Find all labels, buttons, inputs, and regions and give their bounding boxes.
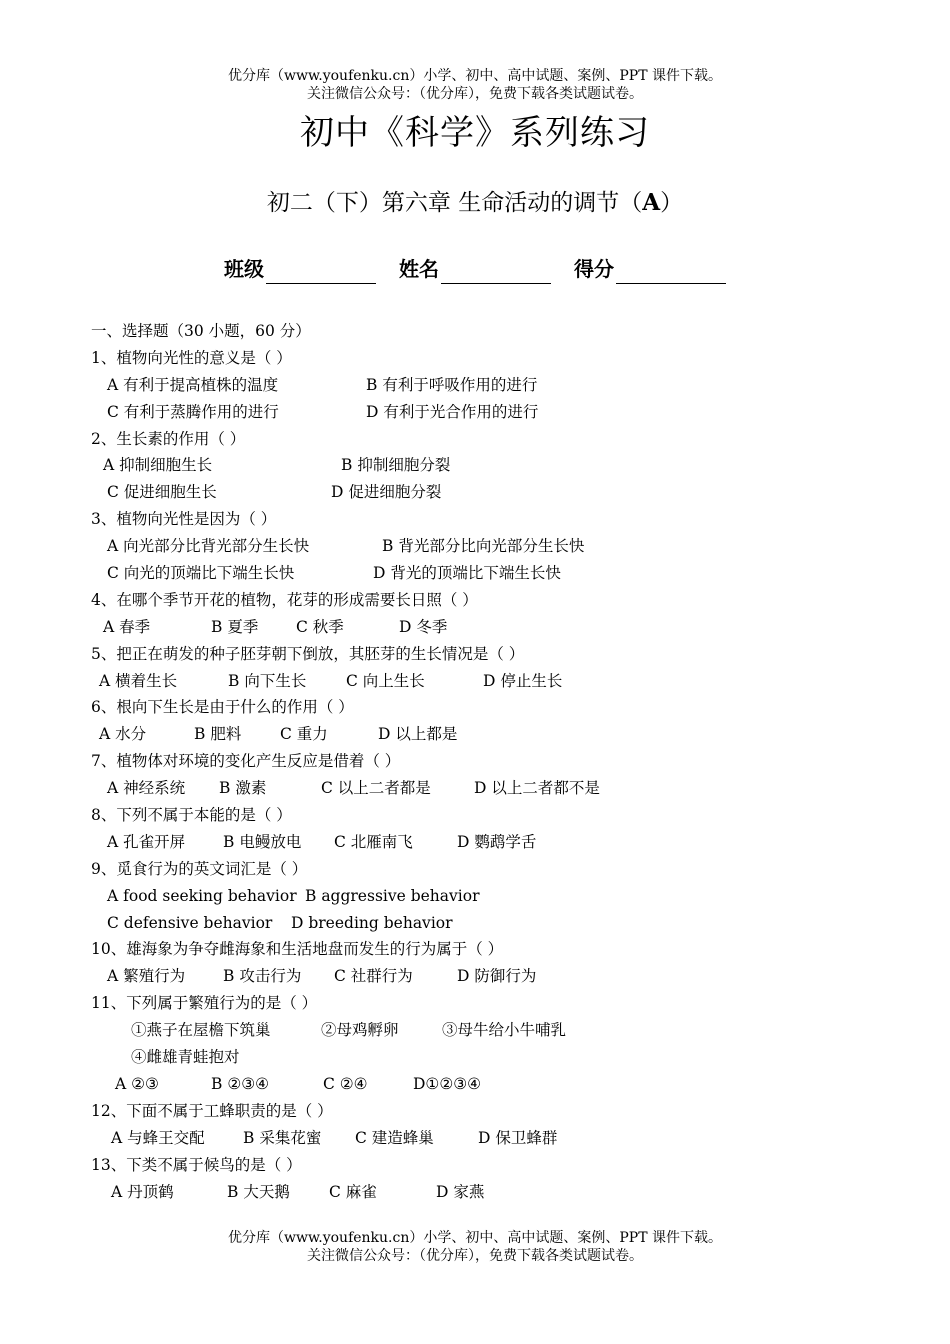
page-header bbox=[0, 67, 950, 103]
answer-option: D 冬季 bbox=[399, 617, 448, 636]
class-label: 班级 bbox=[224, 257, 265, 281]
answer-option: C 有利于蒸腾作用的进行 bbox=[107, 402, 279, 421]
answer-option: B 抑制细胞分裂 bbox=[341, 456, 451, 475]
score-blank bbox=[616, 261, 726, 284]
answer-option: C 北雁南飞 bbox=[334, 832, 413, 851]
name-blank bbox=[441, 261, 551, 284]
answer-option: C 麻雀 bbox=[329, 1182, 377, 1201]
answer-option: D 以上都是 bbox=[378, 725, 458, 744]
option-row bbox=[91, 560, 891, 587]
name-field bbox=[399, 254, 551, 284]
answer-option: B 电鳗放电 bbox=[223, 832, 302, 851]
option-row bbox=[91, 1125, 891, 1152]
answer-option: D breeding behavior bbox=[291, 913, 453, 932]
question-list bbox=[91, 318, 891, 1205]
answer-option: A 向光部分比背光部分生长快 bbox=[107, 537, 310, 556]
answer-option: C 秋季 bbox=[296, 617, 344, 636]
answer-option: B 攻击行为 bbox=[223, 967, 302, 986]
footer-line-2: 关注微信公众号：（优分库），免费下载各类试题试卷。 bbox=[307, 1248, 643, 1264]
option-row bbox=[91, 910, 891, 937]
answer-option: A 水分 bbox=[99, 725, 147, 744]
score-field bbox=[574, 254, 726, 284]
subtitle-version: A bbox=[642, 189, 661, 216]
document-subtitle bbox=[0, 186, 950, 220]
class-blank bbox=[266, 261, 376, 284]
answer-option: D 促进细胞分裂 bbox=[331, 483, 442, 502]
score-label: 得分 bbox=[573, 257, 614, 281]
option-row bbox=[91, 399, 891, 426]
option-row bbox=[91, 883, 891, 910]
answer-option: B 向下生长 bbox=[228, 671, 307, 690]
answer-option: A 繁殖行为 bbox=[107, 967, 186, 986]
answer-option: A 神经系统 bbox=[107, 779, 186, 798]
question-stem: 9、觅食行为的英文词汇是（ ） bbox=[91, 859, 308, 878]
answer-option: B 采集花蜜 bbox=[243, 1128, 322, 1147]
option-row bbox=[91, 1017, 891, 1044]
answer-option: A food seeking behavior bbox=[107, 886, 297, 905]
answer-option: A 横着生长 bbox=[99, 671, 178, 690]
page-footer bbox=[0, 1229, 950, 1265]
option-row bbox=[91, 1044, 891, 1071]
question-stem: 4、在哪个季节开花的植物，花芽的形成需要长日照（ ） bbox=[91, 590, 478, 609]
answer-option: B aggressive behavior bbox=[305, 886, 480, 905]
answer-option: B ②③④ bbox=[211, 1074, 270, 1093]
header-line-2: 关注微信公众号：（优分库），免费下载各类试题试卷。 bbox=[307, 86, 643, 102]
header-line-1: 优分库（www.youfenku.cn）小学、初中、高中试题、案例、PPT 课件下载。 bbox=[227, 68, 722, 84]
answer-option: B 背光部分比向光部分生长快 bbox=[382, 537, 585, 556]
answer-option: A 与蜂王交配 bbox=[111, 1128, 205, 1147]
question-stem: 7、植物体对环境的变化产生反应是借着（ ） bbox=[91, 752, 401, 771]
answer-option: C 以上二者都是 bbox=[321, 779, 431, 798]
question-stem: 2、生长素的作用（ ） bbox=[91, 429, 246, 448]
question-stem: 8、下列不属于本能的是（ ） bbox=[91, 806, 292, 825]
section-heading: 一、选择题（30 小题，60 分） bbox=[91, 322, 311, 340]
student-info-line bbox=[0, 254, 950, 284]
answer-option: B 有利于呼吸作用的进行 bbox=[366, 375, 538, 394]
name-label: 姓名 bbox=[399, 257, 439, 281]
answer-option: C 社群行为 bbox=[334, 967, 413, 986]
answer-option: D 保卫蜂群 bbox=[478, 1128, 558, 1147]
answer-option: B 激素 bbox=[219, 779, 267, 798]
answer-option: B 肥料 bbox=[194, 725, 242, 744]
answer-option: C 建造蜂巢 bbox=[355, 1128, 434, 1147]
question-stem: 12、下面不属于工蜂职责的是（ ） bbox=[91, 1101, 333, 1120]
option-row bbox=[91, 372, 891, 399]
answer-option: ①燕子在屋檐下筑巢 bbox=[131, 1021, 271, 1040]
answer-option: C 向光的顶端比下端生长快 bbox=[107, 564, 295, 583]
question-stem: 10、雄海象为争夺雌海象和生活地盘而发生的行为属于（ ） bbox=[91, 940, 504, 959]
answer-option: ③母牛给小牛哺乳 bbox=[442, 1021, 567, 1040]
option-row bbox=[91, 963, 891, 990]
answer-option: D 停止生长 bbox=[483, 671, 563, 690]
answer-option: A ②③ bbox=[115, 1074, 159, 1093]
answer-option: C ②④ bbox=[323, 1074, 368, 1093]
option-row bbox=[91, 479, 891, 506]
answer-option: D 有利于光合作用的进行 bbox=[366, 402, 539, 421]
answer-option: A 春季 bbox=[103, 617, 151, 636]
answer-option: D 背光的顶端比下端生长快 bbox=[373, 564, 561, 583]
question-stem: 1、植物向光性的意义是（ ） bbox=[91, 348, 292, 367]
answer-option: B 夏季 bbox=[211, 617, 259, 636]
answer-option: C defensive behavior bbox=[107, 913, 273, 932]
option-row bbox=[91, 1071, 891, 1098]
answer-option: D 鹦鹉学舌 bbox=[457, 832, 537, 851]
subtitle-text: 初二（下）第六章 生命活动的调节（ bbox=[266, 190, 643, 216]
document-title: 初中《科学》系列练习 bbox=[300, 113, 650, 153]
question-stem: 6、根向下生长是由于什么的作用（ ） bbox=[91, 698, 354, 717]
answer-option: C 向上生长 bbox=[346, 671, 425, 690]
option-row bbox=[91, 775, 891, 802]
answer-option: D 家燕 bbox=[436, 1182, 485, 1201]
option-row bbox=[91, 829, 891, 856]
answer-option: ②母鸡孵卵 bbox=[321, 1021, 399, 1040]
answer-option: A 孔雀开屏 bbox=[107, 832, 186, 851]
answer-option: B 大天鹅 bbox=[227, 1182, 290, 1201]
question-stem: 3、植物向光性是因为（ ） bbox=[91, 510, 277, 529]
question-stem: 13、下类不属于候鸟的是（ ） bbox=[91, 1155, 302, 1174]
answer-option: A 抑制细胞生长 bbox=[103, 456, 213, 475]
question-stem: 5、把正在萌发的种子胚芽朝下倒放，其胚芽的生长情况是（ ） bbox=[91, 644, 525, 663]
answer-option: A 丹顶鹤 bbox=[111, 1182, 174, 1201]
subtitle-close: ） bbox=[660, 190, 684, 216]
option-row bbox=[91, 614, 891, 641]
answer-option: D 防御行为 bbox=[457, 967, 537, 986]
answer-option: C 促进细胞生长 bbox=[107, 483, 217, 502]
answer-option: A 有利于提高植株的温度 bbox=[107, 375, 279, 394]
class-field bbox=[224, 254, 376, 284]
answer-option: ④雌雄青蛙抱对 bbox=[131, 1048, 240, 1067]
option-row bbox=[91, 1179, 891, 1206]
answer-option: D 以上二者都不是 bbox=[474, 779, 600, 798]
option-row bbox=[91, 533, 891, 560]
answer-option: C 重力 bbox=[280, 725, 328, 744]
question-stem: 11、下列属于繁殖行为的是（ ） bbox=[91, 994, 318, 1013]
option-row bbox=[91, 668, 891, 695]
footer-line-1: 优分库（www.youfenku.cn）小学、初中、高中试题、案例、PPT 课件下载。 bbox=[227, 1230, 722, 1246]
answer-option: D①②③④ bbox=[413, 1074, 482, 1093]
option-row bbox=[91, 721, 891, 748]
option-row bbox=[91, 452, 891, 479]
